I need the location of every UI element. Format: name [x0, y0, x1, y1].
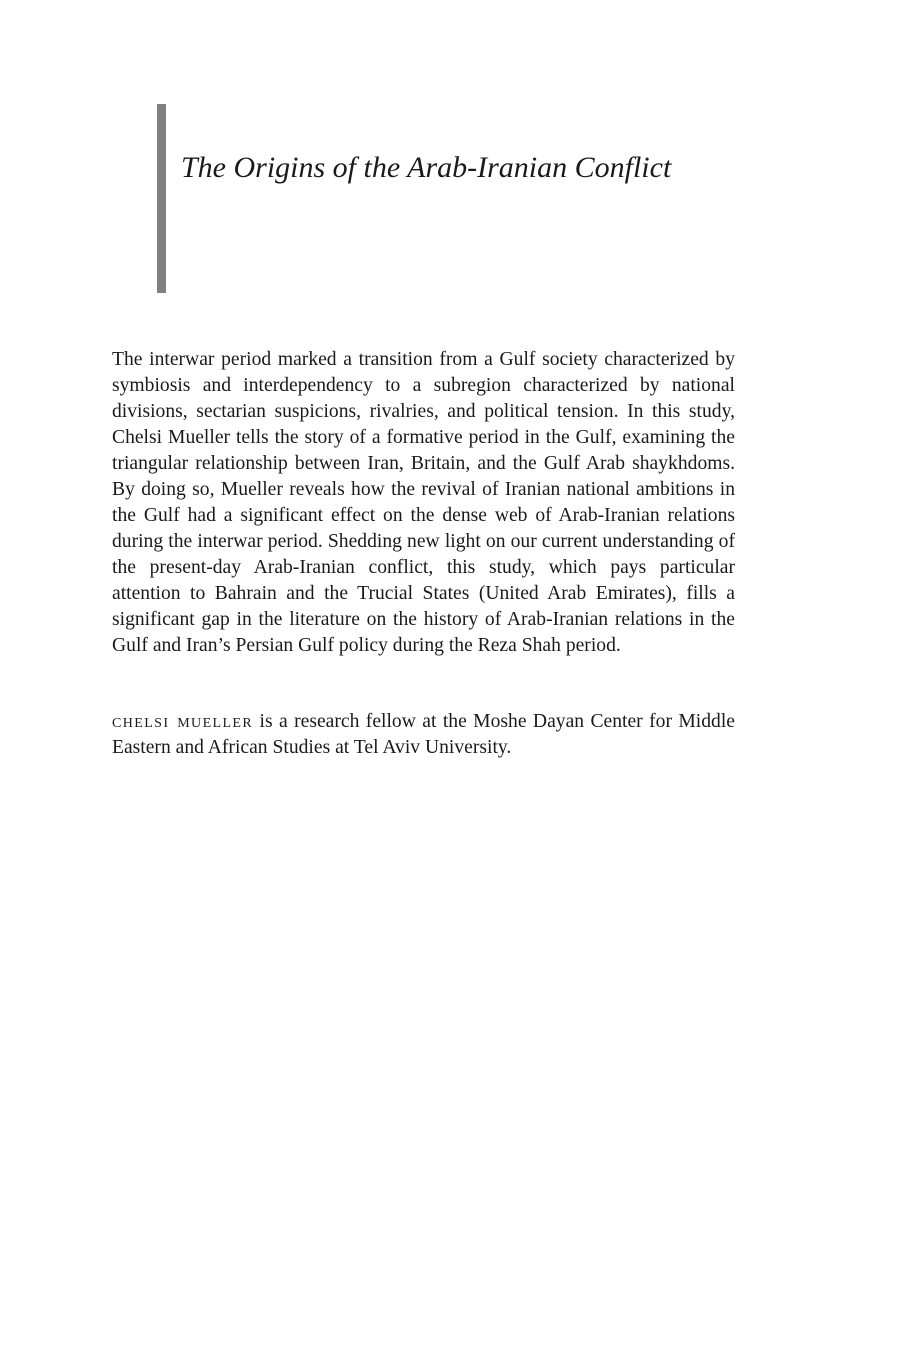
book-title: The Origins of the Arab-Iranian Conflict: [181, 151, 672, 184]
author-bio: is a research fellow at the Moshe Dayan Center for Middle Eastern and African Studies at Tel Aviv University.: [112, 711, 735, 758]
author-note: [112, 709, 735, 761]
title-accent-bar: [157, 104, 166, 293]
author-name: chelsi mueller: [112, 711, 254, 732]
book-description: The interwar period marked a transition from a Gulf society characterized by symbiosis and interdependency to a subregion characterized by national divisions, sectarian suspicions, rivalries, and political tension. In this study, Chelsi Mueller tells the story of a formative period in the Gulf, examining the triangular relationship between Iran, Britain, and the Gulf Arab shaykhdoms. By doing so, Mueller reveals how the revival of Iranian national ambitions in the Gulf had a significant effect on the dense web of Arab-Iranian relations during the interwar period. Shedding new light on our current understanding of the present-day Arab-Iranian conflict, this study, which pays particular attention to Bahrain and the Trucial States (United Arab Emirates), fills a significant gap in the literature on the history of Arab-Iranian relations in the Gulf and Iran’s Persian Gulf policy during the Reza Shah period.: [112, 349, 735, 656]
